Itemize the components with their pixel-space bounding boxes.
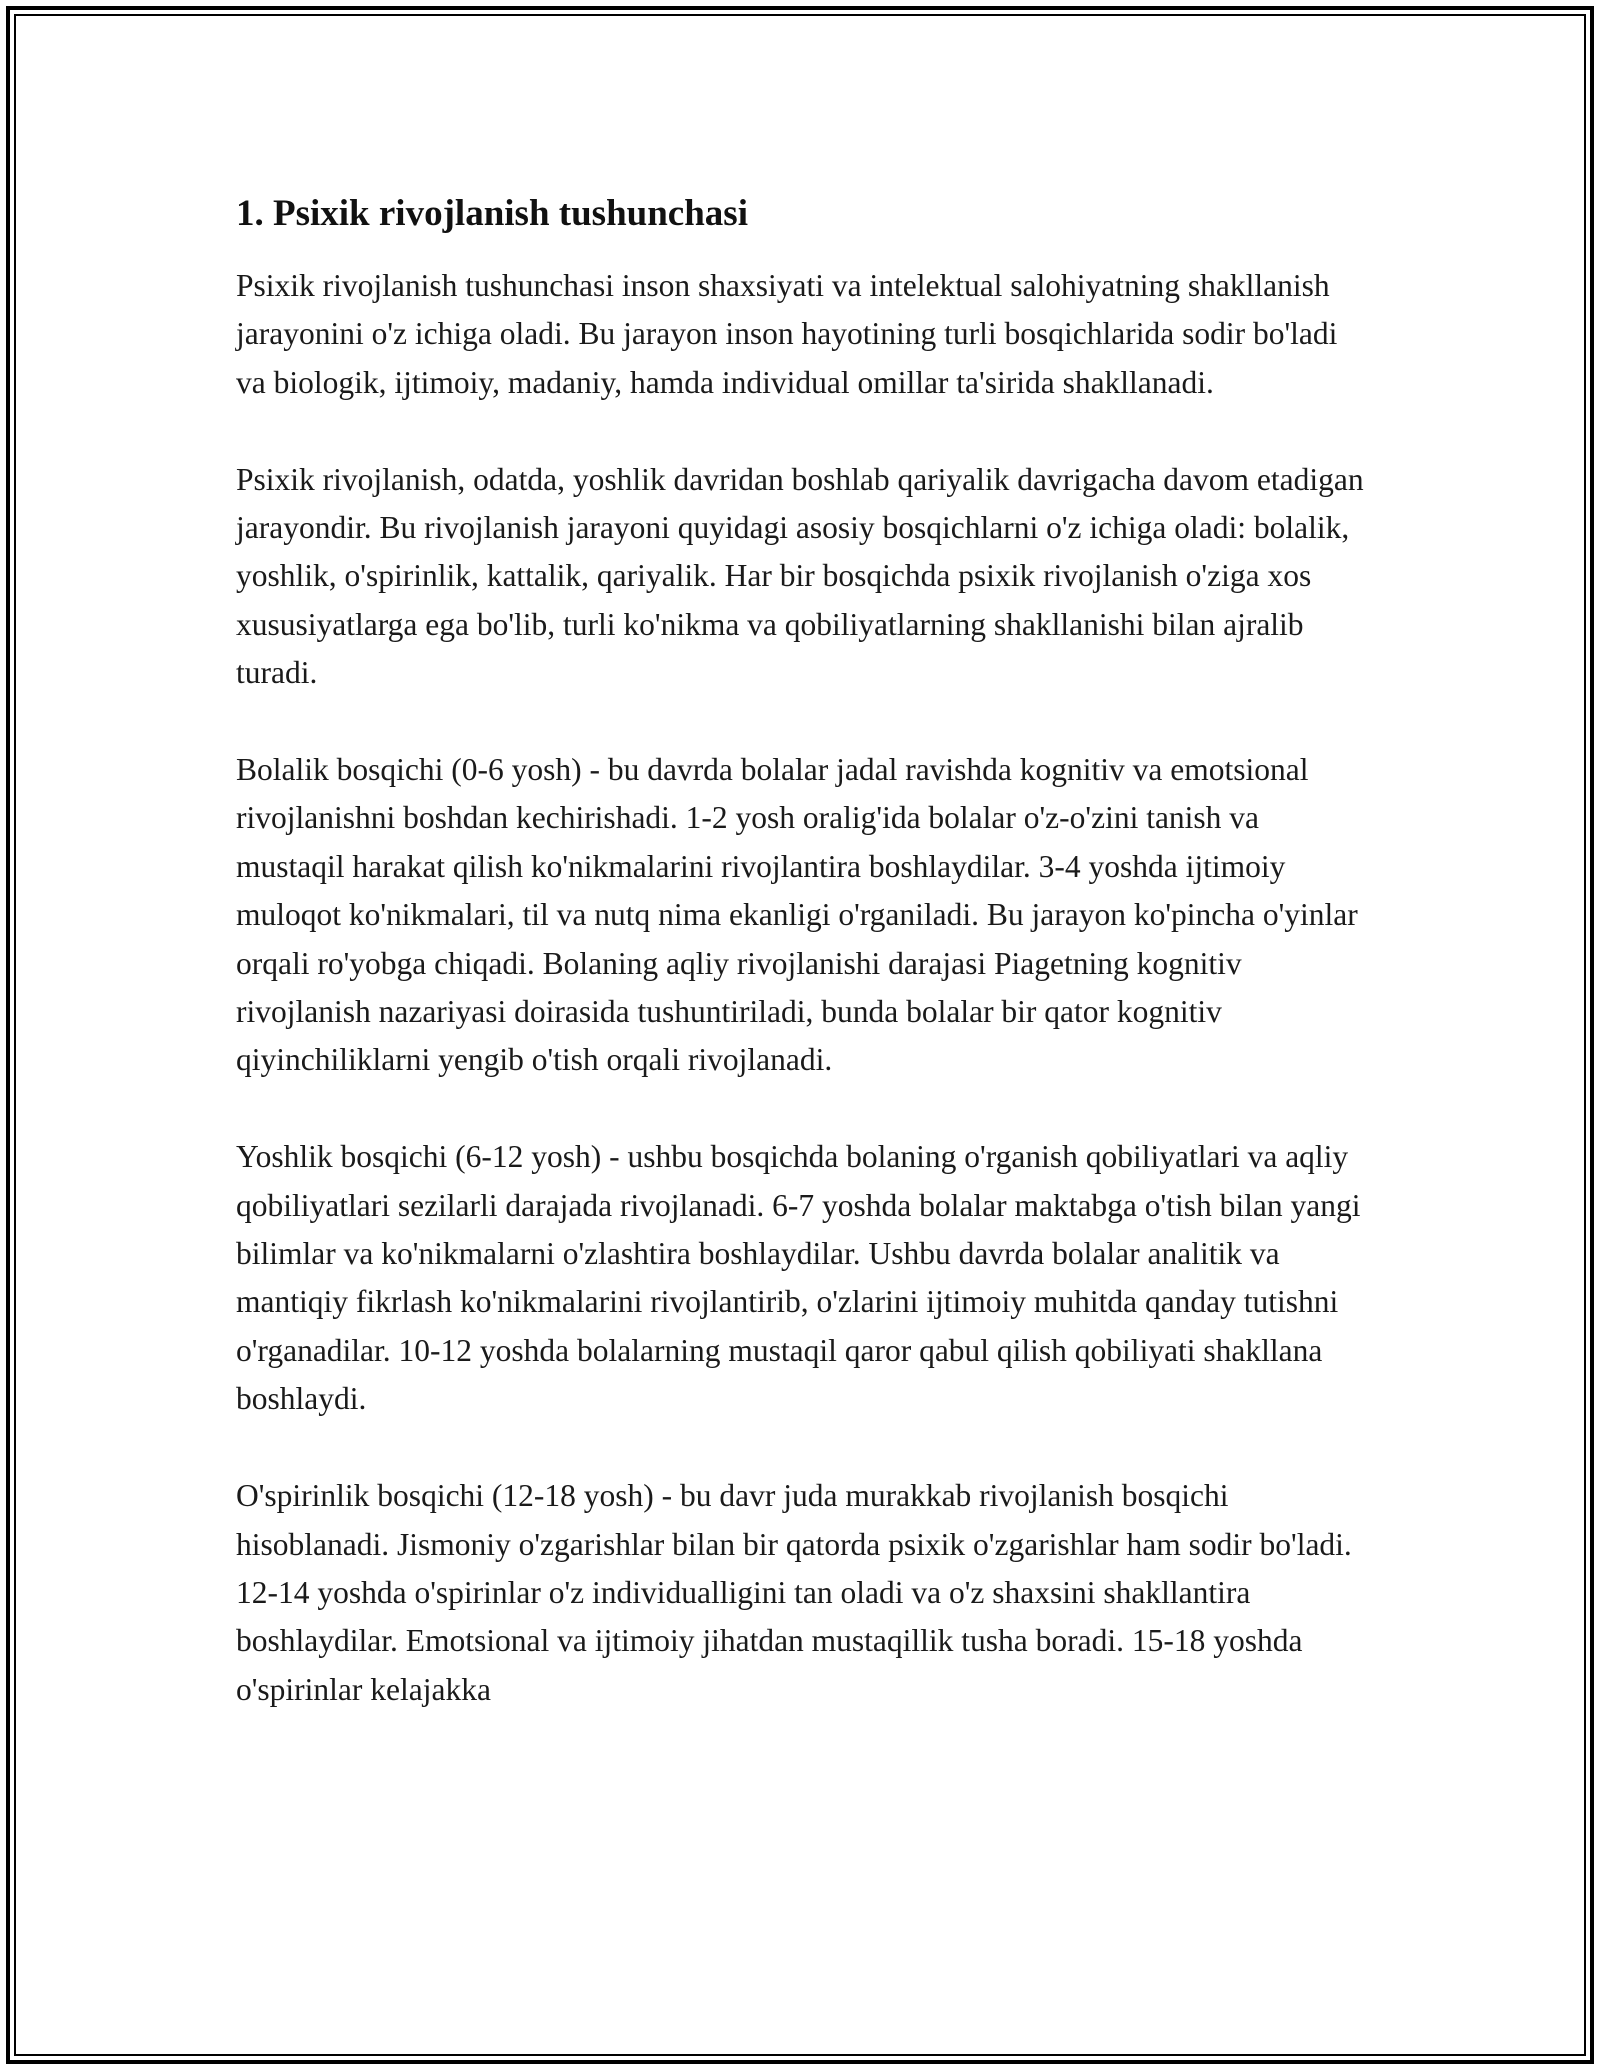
paragraph-5: O'spirinlik bosqichi (12-18 yosh) - bu davr juda murakkab rivojlanish bosqichi hisoblanadi. Jismoniy o'zgarishlar bilan bir qatorda psixik o'zgarishlar ham sodir bo'ladi. 12-14 yoshda o'spirinlar o'z individualligini tan oladi va o'z shaxsini shakllantira boshlaydilar. Emotsional va ijtimoiy jihatdan mustaqillik tusha boradi. 15-18 yoshda o'spirinlar kelajakka (236, 1478, 1352, 1707)
paragraph-1: Psixik rivojlanish tushunchasi inson shaxsiyati va intelektual salohiyatning shakllanish jarayonini o'z ichiga oladi. Bu jarayon inson hayotining turli bosqichlarida sodir bo'ladi va biologik, ijtimoiy, madaniy, hamda individual omillar ta'sirida shakllanadi. (236, 268, 1338, 400)
document-body (236, 186, 1366, 1714)
page-title: 1. Psixik rivojlanish tushunchasi (236, 193, 748, 234)
paragraph-4: Yoshlik bosqichi (6-12 yosh) - ushbu bosqichda bolaning o'rganish qobiliyatlari va aqliy qobiliyatlari sezilarli darajada rivojlanadi. 6-7 yoshda bolalar maktabga o'tish bilan yangi bilimlar va ko'nikmalarni o'zlashtira boshlaydilar. Ushbu davrda bolalar analitik va mantiqiy fikrlash ko'nikmalarini rivojlantirib, o'zlarini ijtimoiy muhitda qanday tutishni o'rganadilar. 10-12 yoshda bolalarning mustaqil qaror qabul qilish qobiliyati shakllana boshlaydi. (236, 1139, 1361, 1417)
paragraph-3: Bolalik bosqichi (0-6 yosh) - bu davrda bolalar jadal ravishda kognitiv va emotsional rivojlanishni boshdan kechirishadi. 1-2 yosh oralig'ida bolalar o'z-o'zini tanish va mustaqil harakat qilish ko'nikmalarini rivojlantira boshlaydilar. 3-4 yoshda ijtimoiy muloqot ko'nikmalari, til va nutq nima ekanligi o'rganiladi. Bu jarayon ko'pincha o'yinlar orqali ro'yobga chiqadi. Bolaning aqliy rivojlanishi darajasi Piagetning kognitiv rivojlanish nazariyasi doirasida tushuntiriladi, bunda bolalar bir qator kognitiv qiyinchiliklarni yengib o'tish orqali rivojlanadi. (236, 752, 1358, 1078)
paragraph-2: Psixik rivojlanish, odatda, yoshlik davridan boshlab qariyalik davrigacha davom etadigan jarayondir. Bu rivojlanish jarayoni quyidagi asosiy bosqichlarni o'z ichiga oladi: bolalik, yoshlik, o'spirinlik, kattalik, qariyalik. Har bir bosqichda psixik rivojlanish o'ziga xos xususiyatlarga ega bo'lib, turli ko'nikma va qobiliyatlarning shakllanishi bilan ajralib turadi. (236, 461, 1364, 691)
